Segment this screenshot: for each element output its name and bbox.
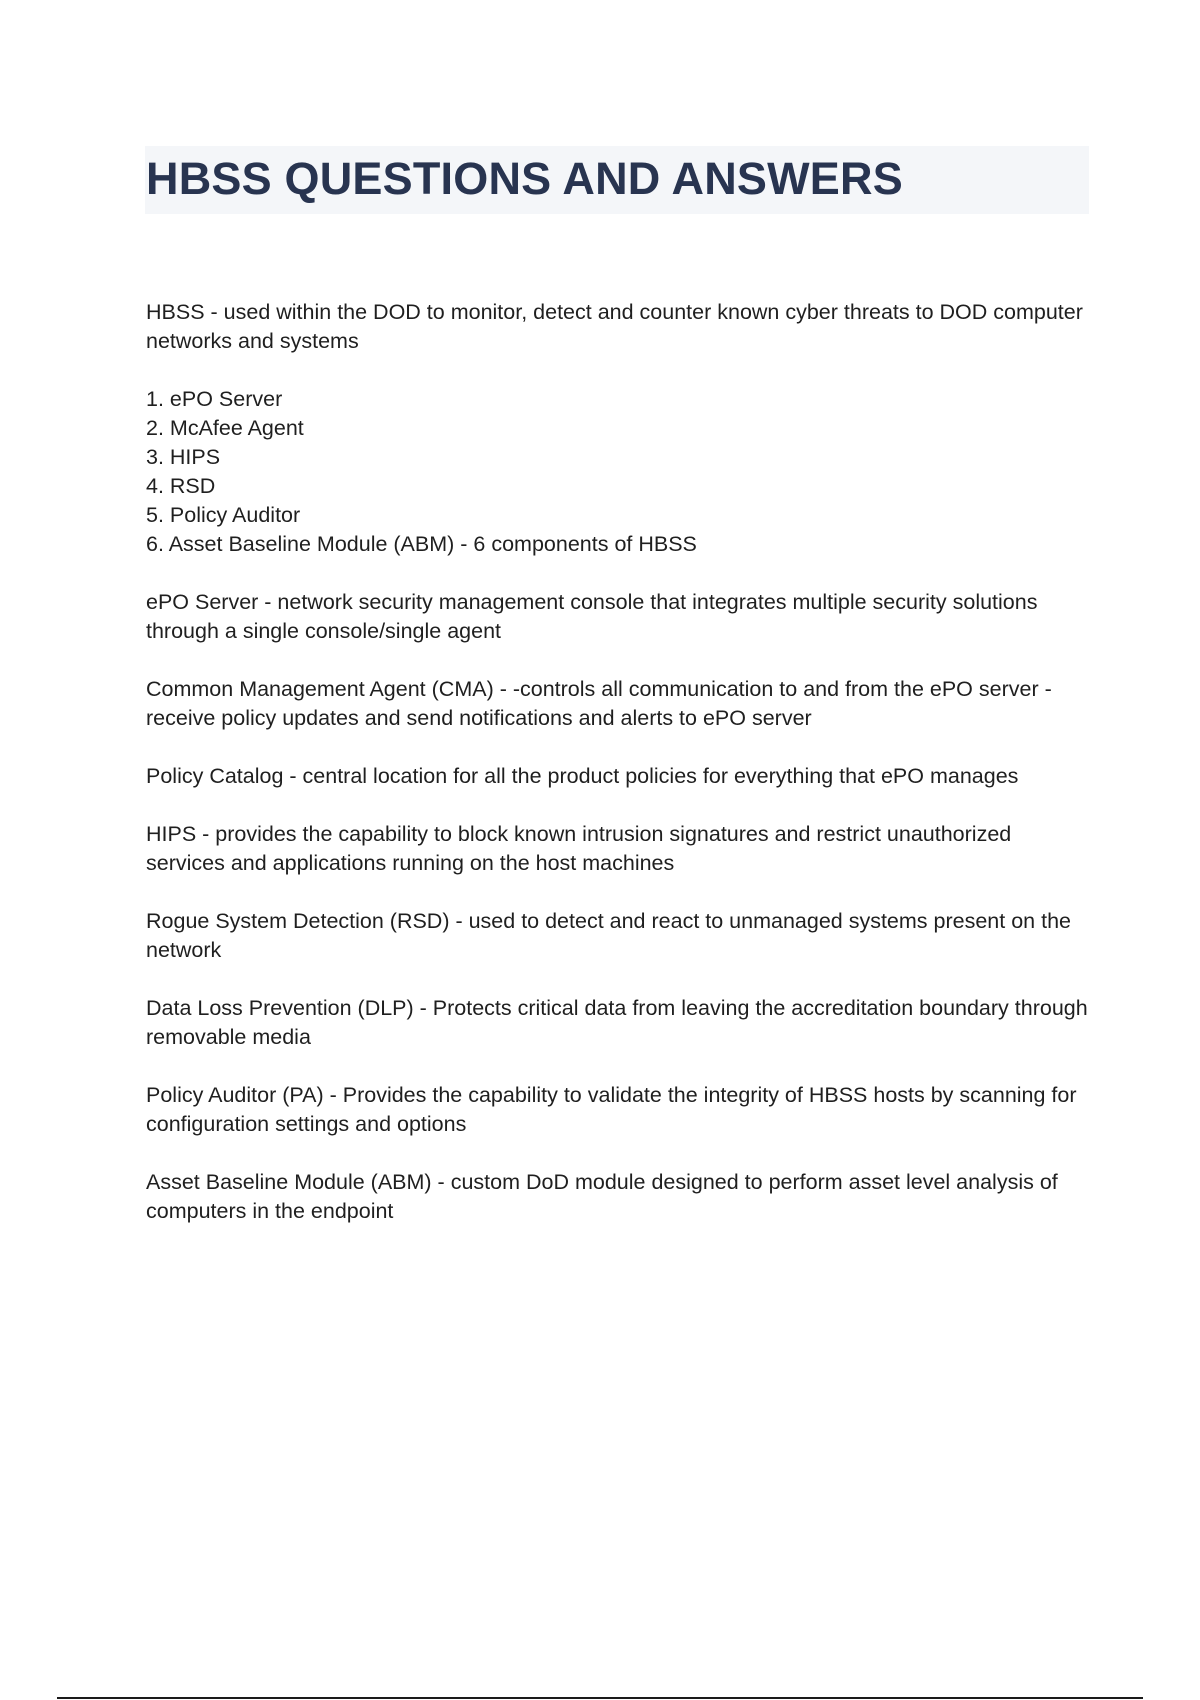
list-item: 1. ePO Server (146, 387, 283, 411)
list-item: 6. Asset Baseline Module (ABM) - 6 components of HBSS (146, 532, 697, 556)
components-list (146, 385, 1096, 559)
qa-entry-dlp: Data Loss Prevention (DLP) - Protects critical data from leaving the accreditation boundary through removable media (146, 996, 1088, 1049)
qa-entry-rsd: Rogue System Detection (RSD) - used to detect and react to unmanaged systems present on the network (146, 909, 1071, 962)
qa-entry-epo-server: ePO Server - network security management console that integrates multiple security solutions through a single console/single agent (146, 590, 1038, 643)
qa-entry-abm: Asset Baseline Module (ABM) - custom DoD module designed to perform asset level analysis of computers in the endpoint (146, 1170, 1058, 1223)
document-body (146, 298, 1096, 1255)
qa-entry-policy-catalog: Policy Catalog - central location for all the product policies for everything that ePO manages (146, 764, 1019, 788)
qa-entry-cma: Common Management Agent (CMA) - -controls all communication to and from the ePO server -receive policy updates and send notifications and alerts to ePO server (146, 677, 1052, 730)
list-item: 3. HIPS (146, 445, 221, 469)
document-title: HBSS QUESTIONS AND ANSWERS (146, 153, 903, 204)
qa-entry-policy-auditor: Policy Auditor (PA) - Provides the capability to validate the integrity of HBSS hosts by scanning for configuration settings and options (146, 1083, 1077, 1136)
list-item: 5. Policy Auditor (146, 503, 301, 527)
footer-divider (57, 1697, 1143, 1699)
list-item: 4. RSD (146, 474, 216, 498)
intro-paragraph: HBSS - used within the DOD to monitor, detect and counter known cyber threats to DOD computer networks and systems (146, 300, 1083, 353)
qa-entry-hips: HIPS - provides the capability to block known intrusion signatures and restrict unauthorized services and applications running on the host machines (146, 822, 1012, 875)
list-item: 2. McAfee Agent (146, 416, 304, 440)
